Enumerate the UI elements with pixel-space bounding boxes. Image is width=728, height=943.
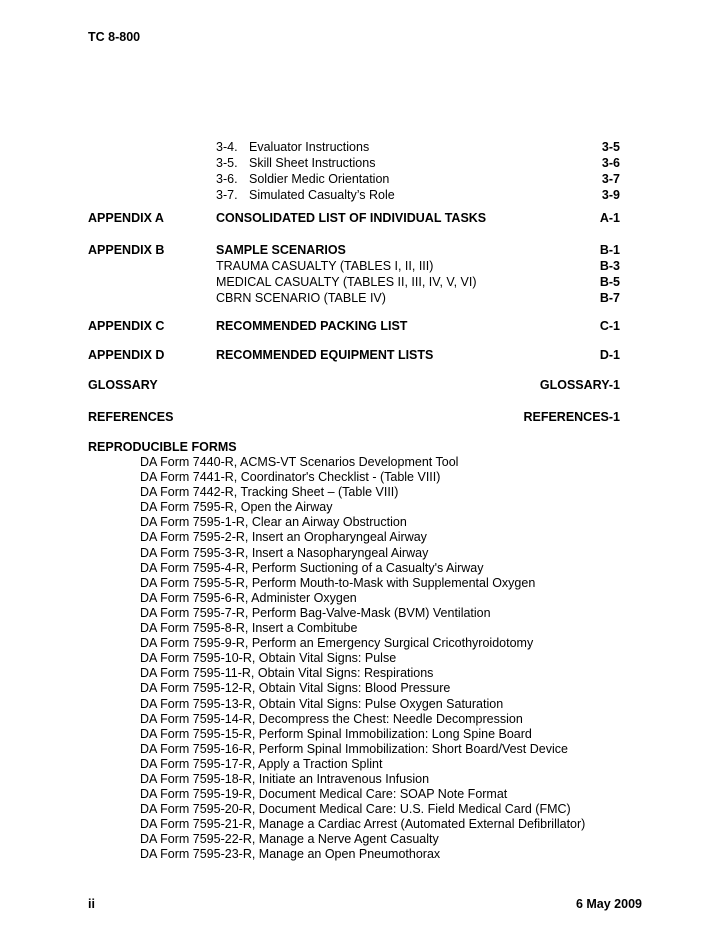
form-list-item[interactable]: DA Form 7595-1-R, Clear an Airway Obstruction xyxy=(140,515,407,530)
appendix-line-title: TRAUMA CASUALTY (TABLES I, II, III) xyxy=(216,259,434,273)
chapter-entry-page: 3-6 xyxy=(601,156,620,170)
form-list-item[interactable]: DA Form 7595-17-R, Apply a Traction Splint xyxy=(140,756,383,771)
footer-date: 6 May 2009 xyxy=(575,897,642,911)
chapter-entry-title: Simulated Casualty’s Role xyxy=(249,188,395,202)
appendix-line-page: A-1 xyxy=(599,211,620,225)
appendix-label: APPENDIX C xyxy=(88,319,165,333)
appendix-line-title: RECOMMENDED EQUIPMENT LISTS xyxy=(216,348,434,362)
chapter-entry-title: Skill Sheet Instructions xyxy=(249,156,376,170)
form-list-item[interactable]: DA Form 7595-7-R, Perform Bag-Valve-Mask (BVM) Ventilation xyxy=(140,605,491,620)
form-list-item[interactable]: DA Form 7595-R, Open the Airway xyxy=(140,500,333,515)
form-list-item[interactable]: DA Form 7440-R, ACMS-VT Scenarios Development Tool xyxy=(140,455,459,469)
appendix-line-page: D-1 xyxy=(599,348,620,362)
form-list-item[interactable]: DA Form 7441-R, Coordinator's Checklist - (Table VIII) xyxy=(140,470,441,485)
appendix-label: APPENDIX A xyxy=(88,211,164,225)
appendix-line-title: CBRN SCENARIO (TABLE IV) xyxy=(216,291,386,305)
form-list-item[interactable]: DA Form 7595-6-R, Administer Oxygen xyxy=(140,590,357,605)
form-list-item[interactable]: DA Form 7595-9-R, Perform an Emergency Surgical Cricothyroidotomy xyxy=(140,636,534,651)
chapter-entry-num: 3-6. xyxy=(216,172,238,186)
reproducible-forms-list xyxy=(140,455,585,863)
chapter-toc-entry[interactable] xyxy=(0,172,728,188)
form-list-item[interactable]: DA Form 7595-21-R, Manage a Cardiac Arrest (Automated External Defibrillator) xyxy=(140,817,586,832)
chapter-entry-title: Evaluator Instructions xyxy=(249,140,370,154)
appendix-line-page: B-5 xyxy=(599,275,620,289)
form-list-item[interactable]: DA Form 7595-11-R, Obtain Vital Signs: Respirations xyxy=(140,666,434,681)
chapter-entry-page: 3-5 xyxy=(601,140,620,154)
form-list-item[interactable]: DA Form 7595-5-R, Perform Mouth-to-Mask with Supplemental Oxygen xyxy=(140,575,536,590)
form-list-item[interactable]: DA Form 7595-12-R, Obtain Vital Signs: Blood Pressure xyxy=(140,681,451,696)
document-id-header: TC 8-800 xyxy=(88,30,141,44)
appendix-line-title: MEDICAL CASUALTY (TABLES II, III, IV, V, VI) xyxy=(216,275,477,289)
form-list-item[interactable]: DA Form 7595-20-R, Document Medical Care: U.S. Field Medical Card (FMC) xyxy=(140,802,571,817)
form-list-item[interactable]: DA Form 7595-16-R, Perform Spinal Immobilization: Short Board/Vest Device xyxy=(140,741,568,756)
reproducible-forms-heading: REPRODUCIBLE FORMS xyxy=(88,440,237,454)
chapter-toc-entry[interactable] xyxy=(0,156,728,172)
chapter-entry-num: 3-4. xyxy=(216,140,238,154)
form-list-item[interactable]: DA Form 7595-14-R, Decompress the Chest: Needle Decompression xyxy=(140,711,523,726)
form-list-item[interactable]: DA Form 7595-23-R, Manage an Open Pneumothorax xyxy=(140,847,441,862)
chapter-entry-num: 3-5. xyxy=(216,156,238,170)
appendix-line-title: CONSOLIDATED LIST OF INDIVIDUAL TASKS xyxy=(216,211,487,225)
appendix-line-page: C-1 xyxy=(599,319,620,333)
references-label: REFERENCES xyxy=(88,410,174,424)
chapter-entry-page: 3-9 xyxy=(601,188,620,202)
form-list-item[interactable]: DA Form 7595-22-R, Manage a Nerve Agent Casualty xyxy=(140,832,439,847)
form-list-item[interactable]: DA Form 7595-18-R, Initiate an Intravenous Infusion xyxy=(140,771,430,786)
appendix-line-page: B-1 xyxy=(599,243,620,257)
form-list-item[interactable]: DA Form 7595-13-R, Obtain Vital Signs: Pulse Oxygen Saturation xyxy=(140,696,504,711)
form-list-item[interactable]: DA Form 7595-8-R, Insert a Combitube xyxy=(140,621,358,636)
form-list-item[interactable]: DA Form 7595-15-R, Perform Spinal Immobilization: Long Spine Board xyxy=(140,726,532,741)
chapter-toc-entry[interactable] xyxy=(0,188,728,204)
form-list-item[interactable]: DA Form 7595-4-R, Perform Suctioning of a Casualty's Airway xyxy=(140,560,484,575)
form-list-item[interactable]: DA Form 7442-R, Tracking Sheet – (Table VIII) xyxy=(140,485,399,500)
glossary-page: GLOSSARY-1 xyxy=(539,378,620,392)
appendix-line-page: B-3 xyxy=(599,259,620,273)
appendix-label: APPENDIX B xyxy=(88,243,165,257)
appendix-label: APPENDIX D xyxy=(88,348,165,362)
references-page: REFERENCES-1 xyxy=(523,410,620,424)
chapter-entry-title: Soldier Medic Orientation xyxy=(249,172,390,186)
form-list-item[interactable]: DA Form 7595-2-R, Insert an Oropharyngeal Airway xyxy=(140,530,427,545)
footer-page-number: ii xyxy=(88,897,95,911)
form-list-item[interactable]: DA Form 7595-10-R, Obtain Vital Signs: Pulse xyxy=(140,651,397,666)
appendix-line-title: RECOMMENDED PACKING LIST xyxy=(216,319,408,333)
appendix-line-title: SAMPLE SCENARIOS xyxy=(216,243,346,257)
chapter-toc-entry[interactable] xyxy=(0,140,728,156)
chapter-entry-page: 3-7 xyxy=(601,172,620,186)
appendix-line-page: B-7 xyxy=(599,291,620,305)
chapter-entry-num: 3-7. xyxy=(216,188,238,202)
glossary-label: GLOSSARY xyxy=(88,378,158,392)
form-list-item[interactable]: DA Form 7595-19-R, Document Medical Care: SOAP Note Format xyxy=(140,787,508,802)
form-list-item[interactable]: DA Form 7595-3-R, Insert a Nasopharyngeal Airway xyxy=(140,545,429,560)
